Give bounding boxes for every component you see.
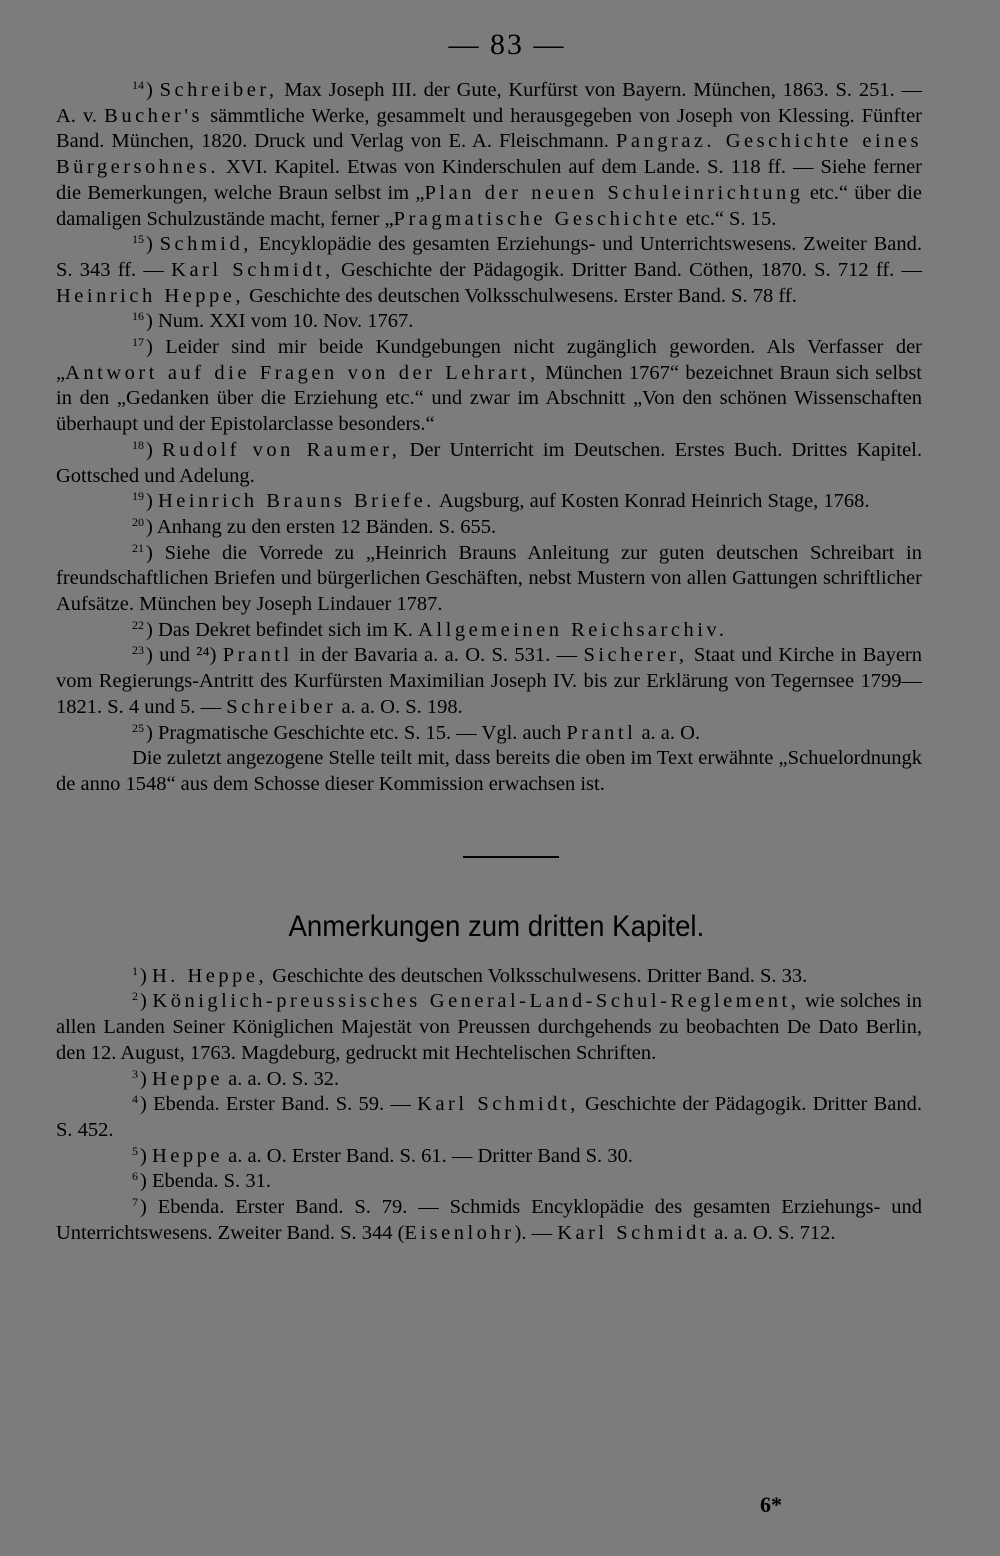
footnote-text: ²⁴) [196, 644, 223, 667]
footnote-text: und [159, 644, 197, 667]
chapter-title: Anmerkungen zum dritten Kapitel. [288, 909, 705, 943]
footnote-text: Geschichte des deutschen Volksschulwesens. Dritter Band. S. 33. [267, 964, 808, 987]
footnote: $^{23}$) und ²⁴) Prantl in der Bavaria a. a. O. S. 531. — Sicherer, Staat und Kirche in Bayern vom Regierungs-Antritt des Kurfürsten Maximilian Joseph IV. bis zur Erklärung von Tegernsee 1799—1821. S. 4 und 5. — Schreiber a. a. O. S. 198. [56, 643, 922, 718]
footnote-text: Geschichte des deutschen Volksschulwesens. Erster Band. S. 78 ff. [243, 284, 797, 307]
footnote-text: Staat und Kirche in Bayern vom Regierungs-Antritt des Kurfürsten Maximilian Joseph IV. bis zur Erklärung von Tegernsee 1799—1821. S. 4 und 5. — [56, 644, 922, 718]
footnote-number: 2 [132, 989, 138, 1004]
footnote-text: Geschichte der Pädagogik. Dritter Band. S. 452. [56, 1093, 922, 1141]
footnote-number: 6 [132, 1169, 138, 1184]
footnote-text: Anhang zu den ersten 12 Bänden. S. 655. [156, 515, 497, 538]
footnote-text: a. a. O. S. 198. [336, 695, 463, 718]
footnote-spaced-text: Schreiber, [159, 79, 278, 101]
footnote-number: 1 [132, 963, 138, 978]
section-divider [463, 856, 559, 858]
footnote-number: 20 [132, 514, 144, 529]
footnote-text: Siehe die Vorrede zu „Heinrich Brauns Anleitung zur guten deutschen Schreibart in freundschaftlichen Briefen und bürgerlichen Geschäften, nebst Mustern von allen Gattungen schriftlicher Aufsätze. München bey Joseph Lindauer 1787. [56, 541, 923, 616]
footnote-number: 16 [132, 309, 144, 324]
sheet-signature: 6* [760, 1492, 782, 1517]
footnote-number: 25 [132, 720, 144, 735]
footnote-text: Das Dekret befindet sich im K. [157, 618, 419, 641]
footnote-text: etc.“ über die damaligen Schulzustände macht, ferner „ [56, 181, 922, 230]
footnote-text: Max Joseph III. der Gute, Kurfürst von Bayern. München, 1863. S. 251. — A. v. [56, 79, 922, 127]
footnote-spaced-text: Heppe [151, 1067, 223, 1090]
footnote-number: 7 [132, 1195, 138, 1210]
footnote: $^{20}$) Anhang zu den ersten 12 Bänden. S. 655. [132, 514, 497, 538]
footnote-spaced-text: Bucher's [104, 104, 204, 127]
footnote-text: a. a. O. S. 32. [222, 1067, 340, 1090]
footnote-spaced-text: Eisenlohr [404, 1221, 515, 1244]
footnote-spaced-text: Pragmatische Geschichte [393, 207, 681, 230]
footnote-number: 19 [132, 489, 144, 504]
footnote-text: Geschichte der Pädagogik. Dritter Band. Cöthen, 1870. S. 712 ff. — [333, 258, 923, 281]
footnote-text: Encyklopädie des gesamten Erziehungs- und Unterrichtswesens. Zweiter Band. S. 343 ff. — [56, 233, 922, 281]
footnote-spaced-text: Karl Schmidt, [171, 258, 334, 281]
footnote: $^{14}$) Schreiber, Max Joseph III. der Gute, Kurfürst von Bayern. München, 1863. S. 251. — A. v. Bucher's sämmtliche Werke, gesammelt und herausgegeben von Joseph von Klessing. Fünfter Band. München, 1820. Druck und Verlag von E. A. Fleischmann. Pangraz. Geschichte eines Bürgersohnes. XVI. Kapitel. Etwas von Kinderschulen auf dem Lande. S. 118 ff. — Siehe ferner die Bemerkungen, welche Braun selbst im „Plan der neuen Schuleinrichtung etc.“ über die damaligen Schulzustände macht, ferner „Pragmatische Geschichte etc.“ S. 15. [56, 78, 922, 230]
footnote: $^{19}$) Heinrich Brauns Briefe. Augsburg, auf Kosten Konrad Heinrich Stage, 1768. [132, 489, 870, 513]
footnote-spaced-text: Allgemeinen Reichsarchiv. [418, 618, 728, 641]
footnote: $^{17}$) Leider sind mir beide Kundgebungen nicht zugänglich geworden. Als Verfasser der „Antwort auf die Fragen von der Lehrart, München 1767“ bezeichnet Braun sich selbst in den „Gedanken über die Erziehung etc.“ und zwar im Abschnitt „Von den schönen Wissenschaften überhaupt und der Epistolarclasse besonders.“ [56, 335, 923, 436]
footnote-text: in der Bavaria a. a. O. S. 531. — [292, 644, 584, 667]
footnote-spaced-text: Sicherer, [583, 644, 688, 667]
footnote-text: a. a. O. S. 712. [709, 1221, 836, 1244]
footnote-spaced-text: Heinrich Heppe, [56, 284, 244, 307]
footnote-spaced-text: Heinrich Brauns Briefe. [157, 490, 435, 513]
footnote-spaced-text: Heppe [151, 1144, 223, 1167]
footnote: $^2$) Königlich-preussisches General-Land-Schul-Reglement, wie solches in allen Landen Seiner Königlichen Majestät von Preussen durchgehends zu beobachten De Dato Berlin, den 12. August, 1763. Magdeburg, gedruckt mit Hechtelischen Schriften. [56, 989, 922, 1064]
footnote-text: a. a. O. [636, 721, 701, 744]
footnote-number: 21 [132, 540, 144, 555]
footnote-text: Leider sind mir beide Kundgebungen nicht zugänglich geworden. Als Verfasser der „ [56, 336, 923, 384]
footnote-text: Ebenda. Erster Band. S. 59. — [153, 1093, 418, 1116]
footnote-spaced-text: H. Heppe, [151, 964, 268, 987]
footnote-number: 22 [132, 617, 144, 632]
footnote: $^{21}$) Siehe die Vorrede zu „Heinrich Brauns Anleitung zur guten deutschen Schreibart in freundschaftlichen Briefen und bürgerlichen Geschäften, nebst Mustern von allen Gattungen schriftlicher Aufsätze. München bey Joseph Lindauer 1787. [56, 540, 923, 616]
footnote-spaced-text: Karl Schmidt, [417, 1093, 579, 1116]
footnote: $^5$) Heppe a. a. O. Erster Band. S. 61. — Dritter Band S. 30. [132, 1143, 633, 1167]
footnote-spaced-text: Plan der neuen Schuleinrichtung [424, 181, 804, 204]
footnote: $^{22}$) Das Dekret befindet sich im K. Allgemeinen Reichsarchiv. [132, 617, 728, 641]
footnote-number: 18 [132, 437, 144, 452]
page-number: — 83 — [448, 28, 566, 61]
footnote-text: Ebenda. Erster Band. S. 79. — Schmids Encyklopädie des gesamten Erziehungs- und Unterrichtswesens. Zweiter Band. S. 344 ( [56, 1196, 922, 1244]
footnote-number: 4 [132, 1092, 138, 1107]
footnote-text: ). — [514, 1221, 558, 1244]
footnote-spaced-text: Prantl [566, 721, 637, 744]
footnote: $^7$) Ebenda. Erster Band. S. 79. — Schmids Encyklopädie des gesamten Erziehungs- und Unterrichtswesens. Zweiter Band. S. 344 (Eisenlohr). — Karl Schmidt a. a. O. S. 712. [56, 1195, 922, 1244]
footnote-spaced-text: Prantl [222, 644, 293, 667]
footnote: $^6$) Ebenda. S. 31. [132, 1169, 271, 1193]
footnote: $^4$) Ebenda. Erster Band. S. 59. — Karl Schmidt, Geschichte der Pädagogik. Dritter Band. S. 452. [56, 1092, 922, 1141]
footnote-text: etc.“ S. 15. [680, 207, 777, 230]
footnote: $^1$) H. Heppe, Geschichte des deutschen Volksschulwesens. Dritter Band. S. 33. [132, 963, 808, 987]
footnote-text: München 1767“ bezeichnet Braun sich selbst in den „Gedanken über die Erziehung etc.“ und zwar im Abschnitt „Von den schönen Wissenschaften überhaupt und der Epistolarclasse besonders.“ [56, 361, 922, 436]
footnote-text: Ebenda. S. 31. [151, 1170, 271, 1193]
footnote-text: wie solches in allen Landen Seiner Königlichen Majestät von Preussen durchgehends zu beobachten De Dato Berlin, den 12. August, 1763. Magdeburg, gedruckt mit Hechtelischen Schriften. [56, 990, 922, 1064]
footnote-number: 23 [132, 643, 144, 658]
footnote: $^{18}$) Rudolf von Raumer, Der Unterricht im Deutschen. Erstes Buch. Drittes Kapitel. Gottsched und Adelung. [56, 437, 922, 487]
footnote: $^{25}$) Pragmatische Geschichte etc. S. 15. — Vgl. auch Prantl a. a. O. [132, 720, 701, 744]
footnote-spaced-text: Antwort auf die Fragen von der Lehrart, [65, 361, 539, 384]
footnote: $^3$) Heppe a. a. O. S. 32. [132, 1066, 340, 1090]
footnote-number: 5 [132, 1143, 138, 1158]
footnote-text: Der Unterricht im Deutschen. Erstes Buch. Drittes Kapitel. Gottsched und Adelung. [56, 438, 922, 487]
footnote-text: Pragmatische Geschichte etc. S. 15. — Vgl. auch [157, 721, 567, 744]
footnote-number: 17 [132, 335, 144, 350]
footnote-spaced-text: Schreiber [226, 695, 337, 718]
footnote-text: XVI. Kapitel. Etwas von Kinderschulen auf dem Lande. S. 118 ff. — Siehe ferner die Bemerkungen, welche Braun selbst im „ [56, 156, 922, 204]
footnote-text: Augsburg, auf Kosten Konrad Heinrich Stage, 1768. [434, 490, 870, 513]
footnote-spaced-text: Karl Schmidt [557, 1221, 710, 1244]
footnote-continuation: Die zuletzt angezogene Stelle teilt mit, dass bereits die oben im Text erwähnte „Schuelordnungk de anno 1548“ aus dem Schosse dieser Kommission erwachsen ist. [56, 747, 922, 795]
footnote-number: 14 [132, 78, 144, 92]
footnote-number: 15 [132, 232, 144, 247]
footnote-spaced-text: Rudolf von Raumer, [162, 438, 401, 461]
footnotes-chapter-3 [56, 964, 922, 1247]
footnote-text: sämmtliche Werke, gesammelt und herausgegeben von Joseph von Klessing. Fünfter Band. München, 1820. Druck und Verlag von E. A. Fleischmann. [56, 104, 922, 153]
footnote-spaced-text: Königlich-preussisches General-Land-Schul-Reglement, [152, 990, 800, 1013]
footnote-text: a. a. O. Erster Band. S. 61. — Dritter Band S. 30. [222, 1144, 633, 1167]
footnote-number: 3 [132, 1066, 138, 1081]
footnotes-chapter-2 [56, 78, 922, 746]
footnote: $^{15}$) Schmid, Encyklopädie des gesamten Erziehungs- und Unterrichtswesens. Zweiter Band. S. 343 ff. — Karl Schmidt, Geschichte der Pädagogik. Dritter Band. Cöthen, 1870. S. 712 ff. — Heinrich Heppe, Geschichte des deutschen Volksschulwesens. Erster Band. S. 78 ff. [56, 232, 923, 307]
footnote-spaced-text: Schmid, [159, 233, 252, 256]
footnote-spaced-text: Pangraz. Geschichte eines Bürgersohnes. [56, 130, 922, 179]
footnote: $^{16}$) Num. XXI vom 10. Nov. 1767. [132, 309, 414, 333]
footnote-text: Num. XXI vom 10. Nov. 1767. [157, 310, 414, 333]
